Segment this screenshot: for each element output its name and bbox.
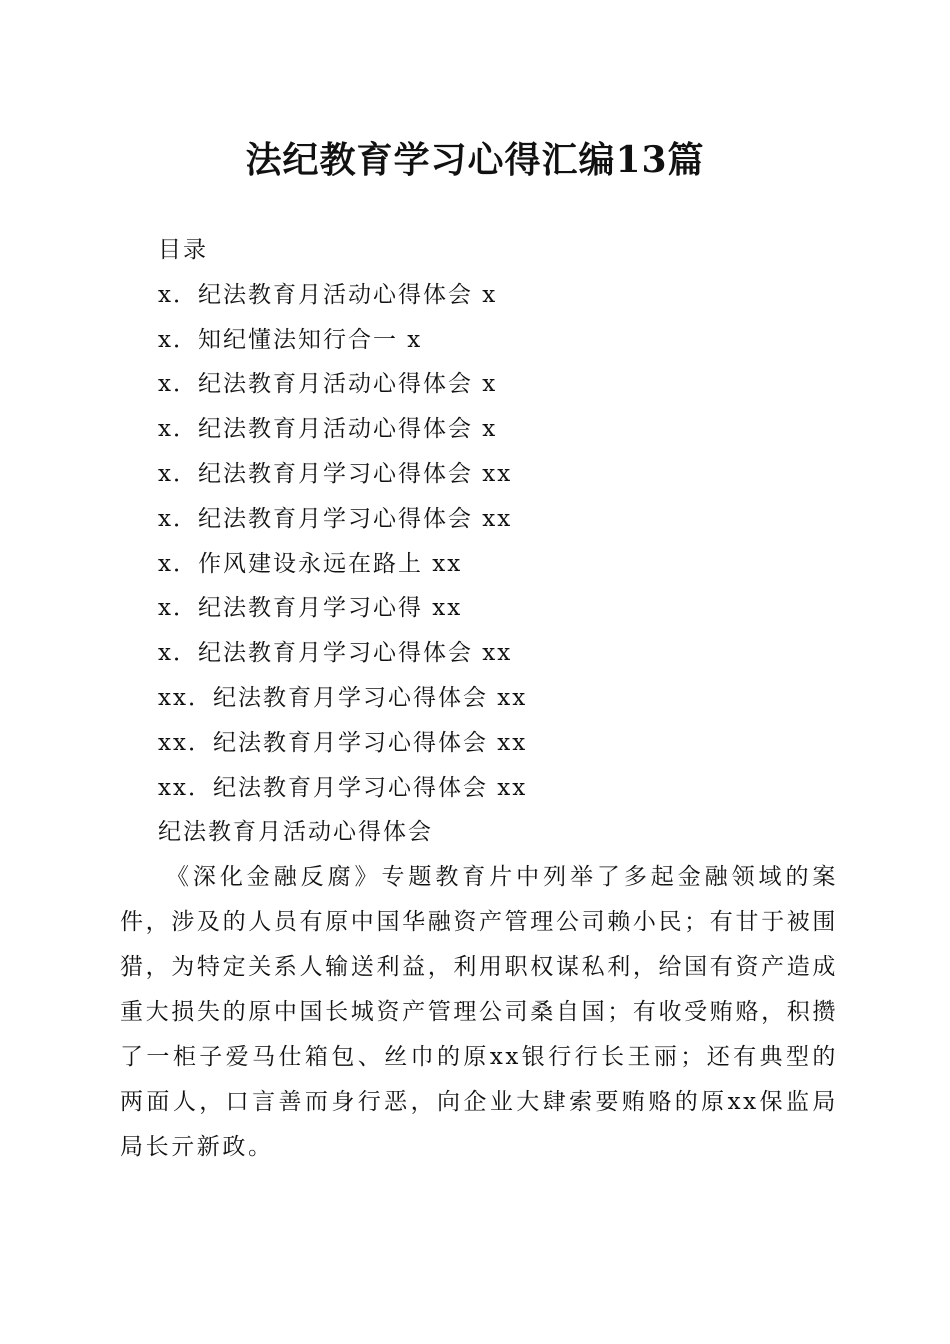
toc-item-10: xx．纪法教育月学习心得体会 xx bbox=[158, 684, 528, 711]
toc-item-3: x．纪法教育月活动心得体会 x bbox=[158, 371, 498, 398]
toc-item-6: x．纪法教育月学习心得体会 xx bbox=[158, 505, 513, 532]
toc-item-7: x．作风建设永远在路上 xx bbox=[158, 550, 463, 577]
toc-item-8: x．纪法教育月学习心得 xx bbox=[158, 595, 463, 622]
toc-item-4: x．纪法教育月活动心得体会 x bbox=[158, 416, 498, 443]
toc-item-9: x．纪法教育月学习心得体会 xx bbox=[158, 640, 513, 667]
section-title: 纪法教育月活动心得体会 bbox=[158, 819, 433, 845]
toc-item-1: x．纪法教育月活动心得体会 x bbox=[158, 281, 498, 308]
table-of-contents bbox=[158, 228, 858, 810]
toc-item-11: xx．纪法教育月学习心得体会 xx bbox=[158, 729, 528, 756]
document-title: 法纪教育学习心得汇编13篇 bbox=[245, 139, 705, 181]
toc-item-5: x．纪法教育月学习心得体会 xx bbox=[158, 460, 513, 487]
toc-heading: 目录 bbox=[158, 237, 208, 263]
toc-item-12: xx．纪法教育月学习心得体会 xx bbox=[158, 774, 528, 801]
toc-item-2: x．知纪懂法知行合一 x bbox=[158, 326, 423, 353]
body-paragraph: 《深化金融反腐》专题教育片中列举了多起金融领域的案件，涉及的人员有原中国华融资产管理公司赖小民；有甘于被围猎，为特定关系人输送利益，利用职权谋私利，给国有资产造成重大损失的原中国长城资产管理公司桑自国；有收受贿赂，积攒了一柜子爱马仕箱包、丝巾的原xx银行行长王丽；还有典型的两面人，口言善而身行恶，向企业大肆索要贿赂的原xx保监局局长亓新政。 bbox=[120, 864, 838, 1160]
